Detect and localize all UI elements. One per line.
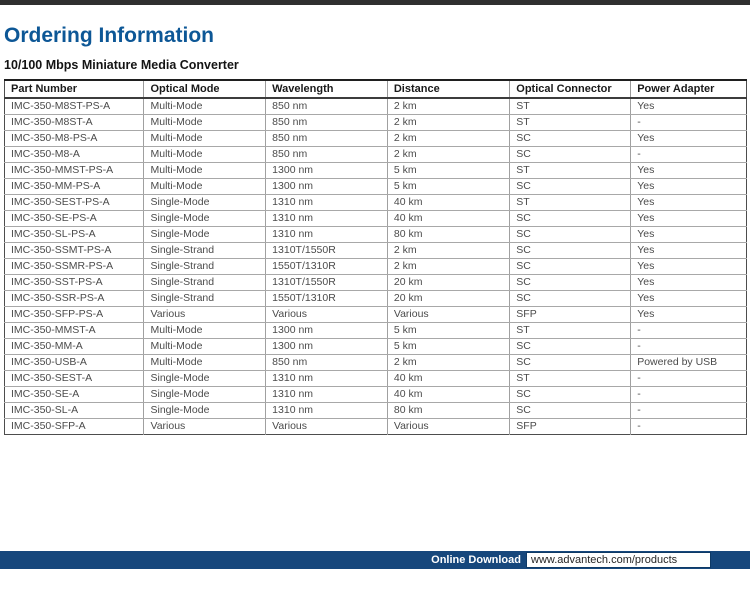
table-row	[5, 259, 747, 275]
table-row	[5, 227, 747, 243]
table-cell: 40 km	[387, 387, 509, 403]
table-cell: Single-Mode	[144, 371, 266, 387]
table-cell: SC	[510, 259, 631, 275]
table-cell: Multi-Mode	[144, 163, 266, 179]
table-cell: 850 nm	[266, 98, 388, 115]
table-cell: Yes	[631, 211, 747, 227]
table-cell: SC	[510, 291, 631, 307]
table-row	[5, 323, 747, 339]
table-cell: Yes	[631, 195, 747, 211]
table-cell: Single-Strand	[144, 243, 266, 259]
table-row	[5, 98, 747, 115]
table-cell: SC	[510, 131, 631, 147]
table-cell: Single-Mode	[144, 227, 266, 243]
table-row	[5, 195, 747, 211]
table-row	[5, 371, 747, 387]
table-cell: 2 km	[387, 98, 509, 115]
table-cell: Powered by USB	[631, 355, 747, 371]
footer-url: www.advantech.com/products	[531, 554, 678, 566]
table-cell: Single-Mode	[144, 195, 266, 211]
table-cell: IMC-350-SEST-PS-A	[5, 195, 144, 211]
table-cell: IMC-350-SE-PS-A	[5, 211, 144, 227]
table-cell: IMC-350-SSMT-PS-A	[5, 243, 144, 259]
table-cell: IMC-350-SL-PS-A	[5, 227, 144, 243]
table-cell: 5 km	[387, 179, 509, 195]
table-cell: IMC-350-M8-A	[5, 147, 144, 163]
table-cell: Yes	[631, 98, 747, 115]
table-cell: 1310 nm	[266, 403, 388, 419]
table-cell: Multi-Mode	[144, 98, 266, 115]
table-cell: ST	[510, 371, 631, 387]
table-cell: -	[631, 403, 747, 419]
table-cell: 40 km	[387, 371, 509, 387]
table-cell: IMC-350-MMST-A	[5, 323, 144, 339]
table-cell: Yes	[631, 259, 747, 275]
table-cell: IMC-350-SE-A	[5, 387, 144, 403]
table-cell: SC	[510, 211, 631, 227]
table-cell: 1300 nm	[266, 179, 388, 195]
footer-bar	[0, 551, 750, 569]
table-cell: Multi-Mode	[144, 131, 266, 147]
table-cell: IMC-350-MM-A	[5, 339, 144, 355]
table-cell: Yes	[631, 163, 747, 179]
table-cell: 1310T/1550R	[266, 243, 388, 259]
table-cell: Multi-Mode	[144, 323, 266, 339]
table-cell: 20 km	[387, 291, 509, 307]
table-cell: -	[631, 419, 747, 435]
table-cell: IMC-350-SFP-A	[11, 420, 86, 432]
table-cell: 80 km	[387, 403, 509, 419]
table-cell: Multi-Mode	[144, 115, 266, 131]
table-cell: 1310 nm	[266, 227, 388, 243]
table-row	[5, 291, 747, 307]
table-cell: -	[631, 339, 747, 355]
online-download-label: Online Download	[431, 554, 521, 566]
table-body	[5, 98, 747, 435]
table-cell: SC	[510, 387, 631, 403]
table-cell: -	[631, 371, 747, 387]
table-cell: 1300 nm	[266, 339, 388, 355]
table-row	[5, 403, 747, 419]
table-cell: Various	[144, 307, 266, 323]
table-cell: 5 km	[387, 163, 509, 179]
table-row	[5, 339, 747, 355]
table-cell: 2 km	[387, 243, 509, 259]
table-row	[5, 163, 747, 179]
table-cell: 1310 nm	[266, 387, 388, 403]
table-cell: Various	[387, 307, 509, 323]
table-cell: SFP	[510, 307, 631, 323]
table-cell: Multi-Mode	[144, 339, 266, 355]
table-cell: -	[631, 147, 747, 163]
table-cell: IMC-350-SL-A	[5, 403, 144, 419]
table-cell: IMC-350-M8-PS-A	[5, 131, 144, 147]
table-cell: SC	[510, 339, 631, 355]
table-cell: ST	[510, 98, 631, 115]
table-cell: IMC-350-SEST-A	[5, 371, 144, 387]
table-row	[5, 307, 747, 323]
table-cell: 80 km	[387, 227, 509, 243]
table-cell: Yes	[631, 275, 747, 291]
table-row	[5, 419, 747, 435]
table-cell: IMC-350-SFP-PS-A	[5, 307, 144, 323]
table-row	[5, 147, 747, 163]
table-cell: SC	[510, 227, 631, 243]
table-cell: Yes	[631, 179, 747, 195]
table-cell: SC	[510, 243, 631, 259]
table-cell: -	[631, 115, 747, 131]
table-cell: ST	[510, 195, 631, 211]
footer-url-box	[526, 552, 711, 568]
table-cell: 850 nm	[266, 115, 388, 131]
table-cell: 5 km	[387, 339, 509, 355]
table-cell: 850 nm	[266, 147, 388, 163]
table-cell: ST	[510, 163, 631, 179]
column-header: Wavelength	[266, 80, 388, 98]
table-cell: SC	[510, 179, 631, 195]
page-title: Ordering Information	[4, 24, 214, 47]
table-row	[5, 243, 747, 259]
column-header: Power Adapter	[631, 80, 747, 98]
table-cell: Multi-Mode	[144, 147, 266, 163]
table-cell: Various	[266, 419, 388, 435]
table-cell: Various	[387, 419, 509, 435]
table-cell: Multi-Mode	[144, 179, 266, 195]
table-cell: Single-Strand	[144, 275, 266, 291]
table-cell: 1300 nm	[266, 323, 388, 339]
table-cell: 5 km	[387, 323, 509, 339]
table-cell: Various	[266, 307, 388, 323]
table-cell: 1550T/1310R	[266, 291, 388, 307]
column-header: Part Number	[5, 80, 144, 98]
table-cell: IMC-350-M8ST-A	[5, 115, 144, 131]
table-cell: SFP	[510, 419, 631, 435]
table-row	[5, 275, 747, 291]
table-cell: 20 km	[387, 275, 509, 291]
table-cell: Yes	[631, 131, 747, 147]
column-header: Distance	[387, 80, 509, 98]
table-cell: Yes	[631, 307, 747, 323]
table-cell: SC	[510, 403, 631, 419]
table-cell: Various	[144, 419, 266, 435]
table-cell: 850 nm	[266, 355, 388, 371]
table-row	[5, 179, 747, 195]
table-cell: Yes	[631, 291, 747, 307]
table-cell: Single-Mode	[144, 387, 266, 403]
table-cell: 2 km	[387, 259, 509, 275]
table-cell: IMC-350-MMST-PS-A	[5, 163, 144, 179]
table-cell: IMC-350-SST-PS-A	[5, 275, 144, 291]
table-cell: 40 km	[387, 195, 509, 211]
table-cell: 1310 nm	[266, 371, 388, 387]
table-cell: 40 km	[387, 211, 509, 227]
section-subtitle: 10/100 Mbps Miniature Media Converter	[4, 58, 239, 72]
table-cell: 1300 nm	[266, 163, 388, 179]
table-cell: ST	[510, 323, 631, 339]
table-cell: IMC-350-MM-PS-A	[5, 179, 144, 195]
table-cell: SC	[510, 147, 631, 163]
ordering-table	[4, 79, 747, 435]
table-cell: 2 km	[387, 115, 509, 131]
table-row	[5, 387, 747, 403]
table-cell: 2 km	[387, 147, 509, 163]
table-cell: IMC-350-SSMR-PS-A	[5, 259, 144, 275]
table-cell: Single-Strand	[144, 259, 266, 275]
table-cell: 1550T/1310R	[266, 259, 388, 275]
table-cell: IMC-350-USB-A	[5, 355, 144, 371]
table-cell: Multi-Mode	[144, 355, 266, 371]
table-cell: 1310T/1550R	[266, 275, 388, 291]
table-row	[5, 115, 747, 131]
table-row	[5, 355, 747, 371]
table-cell: Single-Mode	[144, 211, 266, 227]
table-cell: 2 km	[387, 131, 509, 147]
table-row	[5, 131, 747, 147]
table-cell: Single-Mode	[144, 403, 266, 419]
table-cell: SC	[510, 355, 631, 371]
table-row	[5, 211, 747, 227]
table-cell: 1310 nm	[266, 211, 388, 227]
table-cell: Single-Strand	[144, 291, 266, 307]
table-cell: 850 nm	[266, 131, 388, 147]
table-cell: Yes	[631, 227, 747, 243]
table-cell: Yes	[631, 243, 747, 259]
table-cell: IMC-350-M8ST-PS-A	[5, 98, 144, 115]
table-cell: ST	[510, 115, 631, 131]
table-header-row	[5, 80, 747, 98]
table-cell: SC	[510, 275, 631, 291]
table-cell: -	[631, 323, 747, 339]
table-cell: 2 km	[387, 355, 509, 371]
table-cell: -	[631, 387, 747, 403]
table-cell: 1310 nm	[266, 195, 388, 211]
column-header: Optical Connector	[510, 80, 631, 98]
table-cell: IMC-350-SSR-PS-A	[5, 291, 144, 307]
column-header: Optical Mode	[144, 80, 266, 98]
